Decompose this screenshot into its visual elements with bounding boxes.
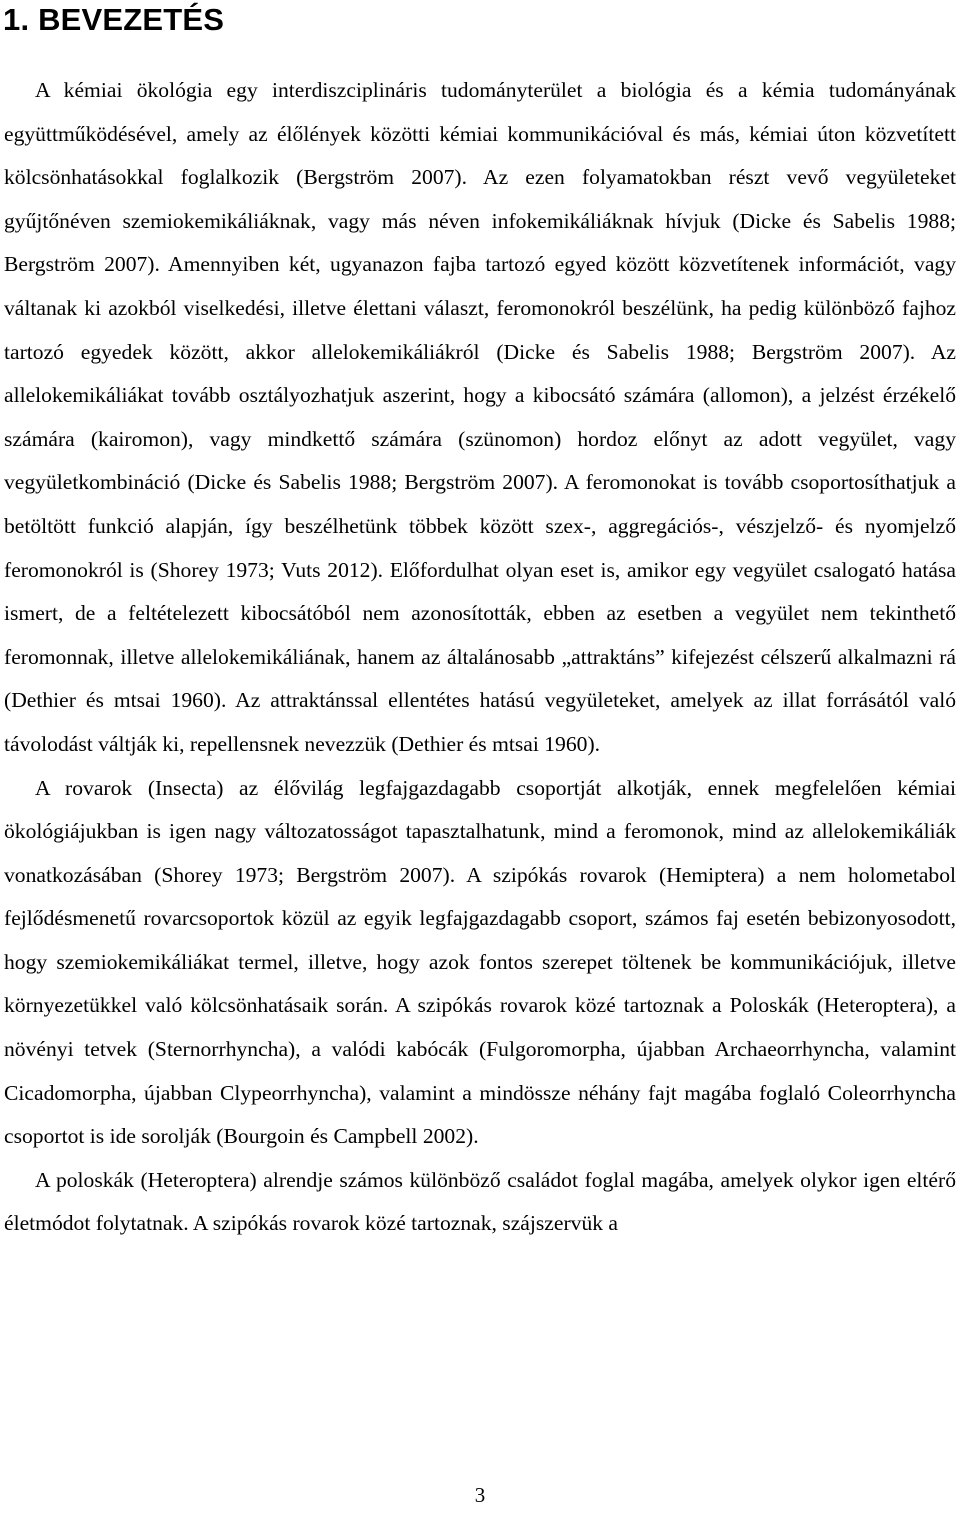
paragraph-1: A kémiai ökológia egy interdiszciplináris tudományterület a biológia és a kémia tudományának együttműködésével, amely az élőlények közötti kémiai kommunikációval és más, kémiai úton közvetített kölcsönhatásokkal foglalkozik (Bergström 2007). Az ezen folyamatokban részt vevő vegyületeket gyűjtőnéven szemiokemikáliáknak, vagy más néven infokemikáliáknak hívjuk (Dicke és Sabelis 1988; Bergström 2007). Amennyiben két, ugyanazon fajba tartozó egyed között közvetítenek információt, vagy váltanak ki azokból viselkedési, illetve élettani választ, feromonokról beszélünk, ha pedig különböző fajhoz tartozó egyedek között, akkor allelokemikáliákról (Dicke és Sabelis 1988; Bergström 2007). Az allelokemikáliákat tovább osztályozhatjuk aszerint, hogy a kibocsátó számára (allomon), a jelzést érzékelő számára (kairomon), vagy mindkettő számára (szünomon) hordoz előnyt az adott vegyület, vagy vegyületkombináció (Dicke és Sabelis 1988; Bergström 2007). A feromonokat is tovább csoportosíthatjuk a betöltött funkció alapján, így beszélhetünk többek között szex-, aggregációs-, vészjelző- és nyomjelző feromonokról is (Shorey 1973; Vuts 2012). Előfordulhat olyan eset is, amikor egy vegyület csalogató hatása ismert, de a feltételezett kibocsátóból nem azonosították, ebben az esetben a vegyület nem tekinthető feromonnak, illetve allelokemikáliának, hanem az általánosabb „attraktáns” kifejezést célszerű alkalmazni rá (Dethier és mtsai 1960). Az attraktánssal ellentétes hatású vegyületeket, amelyek az illat forrásától való távolodást váltják ki, repellensnek nevezzük (Dethier és mtsai 1960). <box>4 78 956 756</box>
paragraph-3: A poloskák (Heteroptera) alrendje számos különböző családot foglal magába, amelyek olykor igen eltérő életmódot folytatnak. A szipókás rovarok közé tartoznak, szájszervük a <box>4 1167 956 1236</box>
body-text <box>4 69 956 1246</box>
section-heading: 1. BEVEZETÉS <box>3 2 225 37</box>
page-number: 3 <box>474 1483 486 1507</box>
paragraph-2: A rovarok (Insecta) az élővilág legfajgazdagabb csoportját alkotják, ennek megfelelően kémiai ökológiájukban is igen nagy változatosságot tapasztalhatunk, mind a feromonok, mind az allelokemikáliák vonatkozásában (Shorey 1973; Bergström 2007). A szipókás rovarok (Hemiptera) a nem holometabol fejlődésmenetű rovarcsoportok közül az egyik legfajgazdagabb csoport, számos faj esetén bebizonyosodott, hogy szemiokemikáliákat termel, illetve, hogy azok fontos szerepet töltenek be kommunikációjuk, illetve környezetükkel való kölcsönhatásaik során. A szipókás rovarok közé tartoznak a Poloskák (Heteroptera), a növényi tetvek (Sternorrhyncha), a valódi kabócák (Fulgoromorpha, újabban Archaeorrhyncha, valamint Cicadomorpha, újabban Clypeorrhyncha), valamint a mindössze néhány fajt magába foglaló Coleorrhyncha csoportot is ide sorolják (Bourgoin és Campbell 2002). <box>4 775 956 1149</box>
